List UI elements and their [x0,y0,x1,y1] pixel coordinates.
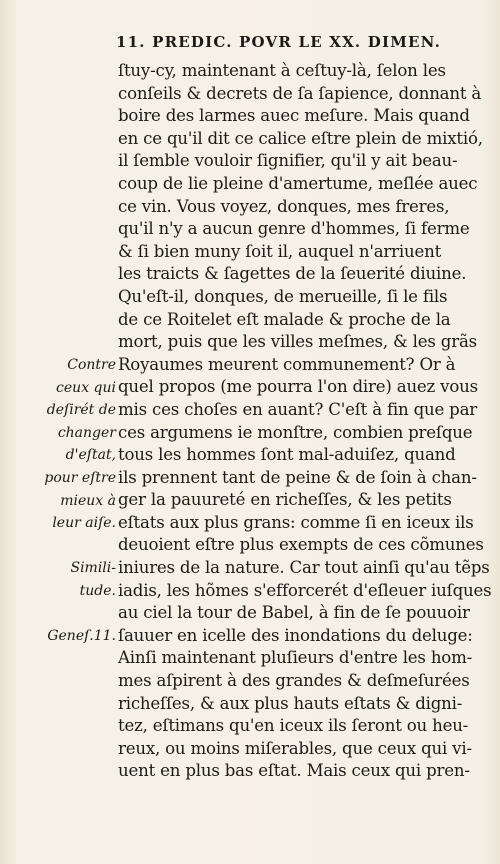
margin-note-line: Contre [67,357,116,373]
text-line: Qu'eſt-il, donques, de merueille, ſi le fils [118,286,448,306]
text-line: quel propos (me pourra l'on dire) auez vous [118,377,478,397]
margin-note-line: Geneſ.11. [47,628,116,644]
text-line: tous les hommes ſont mal-aduiſez, quand [118,445,456,465]
margin-note-line: changer [57,424,116,441]
text-line: de ce Roitelet eſt malade & proche de la [118,309,451,329]
text-line: les traicts & ſagettes de la ſeuerité diuine. [118,264,467,284]
margin-note-line: mieux à [60,492,116,509]
running-head: 11. PREDIC. POVR LE XX. DIMEN. [116,33,442,51]
text-line: eſtats aux plus grans: comme ſi en iceux ils [118,512,474,532]
text-line: deuoient eſtre plus exempts de ces cõmunes [118,535,484,555]
text-line: uent en plus bas eſtat. Mais ceux qui pren- [118,761,470,781]
text-line: & ſi bien muny ſoit il, auquel n'arriuent [118,241,442,261]
text-line: ſtuy-cy, maintenant à ceſtuy-là, ſelon les [118,61,446,80]
text-line: ils prennent tant de peine & de ſoin à chan- [118,467,477,487]
text-line: reux, ou moins miſerables, que ceux qui vi- [118,738,472,758]
text-line: ger la pauureté en richeſſes, & les petits [118,490,452,510]
margin-note-line: deſirét de [46,402,116,419]
margin-note-line: tude. [79,582,116,599]
margin-note-genesis [44,625,118,648]
text-line: il ſemble vouloir ſignifier, qu'il y ait beau- [118,151,458,171]
margin-note-line: d'eſtat, [65,447,116,464]
margin-note-line: pour eſtre [44,469,116,486]
text-line: mes aſpirent à des grandes & deſmeſurées [118,671,470,691]
text-line: conſeils & decrets de ſa ſapience, donnant à [118,83,482,103]
margin-note-similitude [44,557,118,602]
text-line: coup de lie pleine d'amertume, meſlée auec [118,173,478,193]
margin-note-line: leur aiſe. [52,515,116,532]
text-line: en ce qu'il dit ce calice eſtre plein de mixtió, [118,128,483,148]
text-line: mis ces choſes en auant? C'eſt à fin que par [118,399,478,419]
text-line: tez, eſtimans qu'en iceux ils ſeront ou heu- [118,716,469,736]
text-line: mort, puis que les villes meſmes, & les grãs [118,332,477,352]
margin-note-contre [44,354,118,535]
text-line: richeſſes, & aux plus hauts eſtats & digni- [118,693,463,713]
text-line: ce vin. Vous voyez, donques, mes freres, [118,196,450,216]
text-line: Royaumes meurent communement? Or à [118,354,456,374]
text-line: qu'il n'y a aucun genre d'hommes, ſi ferme [118,219,470,239]
text-line: boire des larmes auec meſure. Mais quand [118,106,470,126]
text-line: Ainſi maintenant pluſieurs d'entre les hom- [118,648,473,668]
margin-note-line: Simili- [70,560,116,576]
margin-note-line: ceux qui [56,379,116,396]
text-line: ces argumens ie monſtre, combien preſque [118,422,473,442]
text-line: iniures de la nature. Car tout ainſi qu'au tẽps [118,558,490,578]
text-line: iadis, les hõmes s'efforcerét d'eſleuer iuſques [118,580,492,600]
text-line: ſauuer en icelle des inondations du deluge: [118,625,473,645]
text-line: au ciel la tour de Babel, à fin de ſe pouuoir [118,603,470,623]
body-text [118,60,492,783]
